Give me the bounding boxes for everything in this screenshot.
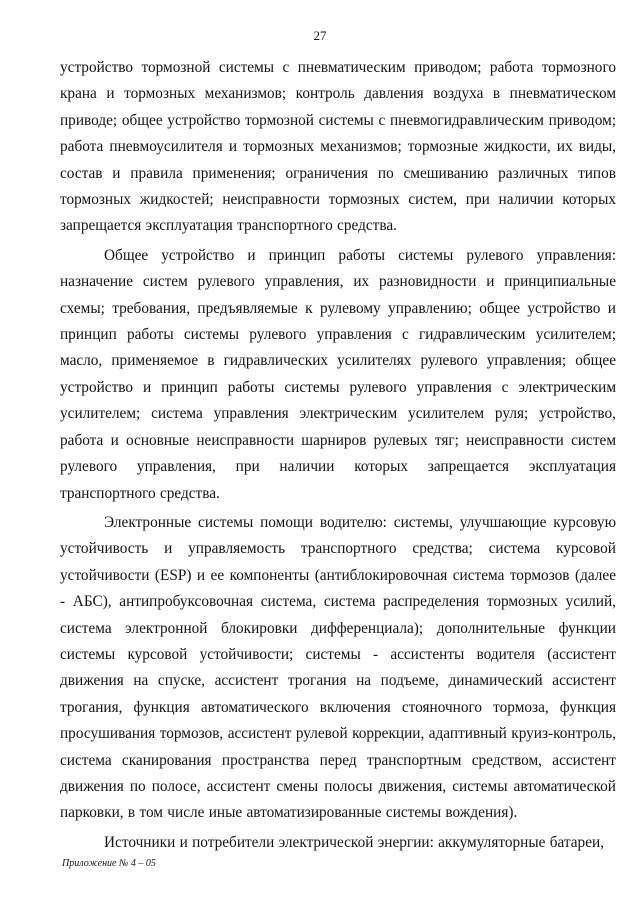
paragraph-steering-system: Общее устройство и принцип работы системы рулевого управления: назначение систем рулевого управления, их разновидности и принципиальные схемы; требования, предъявляемые к рулевому управлению; общее устройство и принцип работы системы рулевого управления с гидравлическим усилителем; масло, применяемое в гидравлических усилителях рулевого управления; общее устройство и принцип работы системы рулевого управления с электрическим усилителем; система управления электрическим усилителем руля; устройство, работа и основные неисправности шарниров рулевых тяг; неисправности систем рулевого управления, при наличии которых запрещается эксплуатация транспортного средства. [60,246,616,502]
document-body [60,55,616,856]
page-footer: Приложение № 4 – 05 [62,858,156,869]
page-number: 27 [313,28,327,43]
paragraph-brake-system: устройство тормозной системы с пневматическим приводом; работа тормозного крана и тормозных механизмов; контроль давления воздуха в пневматическом приводе; общее устройство тормозной системы с пневмогидравлическим приводом; работа пневмоусилителя и тормозных механизмов; тормозные жидкости, их виды, состав и правила применения; ограничения по смешиванию различных типов тормозных жидкостей; неисправности тормозных систем, при наличии которых запрещается эксплуатация транспортного средства. [60,59,616,235]
paragraph-driver-assistance: Электронные системы помощи водителю: системы, улучшающие курсовую устойчивость и управляемость транспортного средства; система курсовой устойчивости (ESP) и ее компоненты (антиблокировочная система тормозов (далее - АБС), антипробуксовочная система, система распределения тормозных усилий, система электронной блокировки дифференциала); дополнительные функции системы курсовой устойчивости; системы - ассистенты водителя (ассистент движения на спуске, ассистент трогания на подъеме, динамический ассистент трогания, функция автоматического включения стояночного тормоза, функция просушивания тормозов, ассистент рулевой коррекции, адаптивный круиз-контроль, система сканирования пространства перед транспортным средством, ассистент движения по полосе, ассистент смены полосы движения, системы автоматической парковки, в том числе иные автоматизированные системы вождения). [60,513,616,822]
paragraph-electrical-energy: Источники и потребители электрической энергии: аккумуляторные батареи, [104,833,604,851]
